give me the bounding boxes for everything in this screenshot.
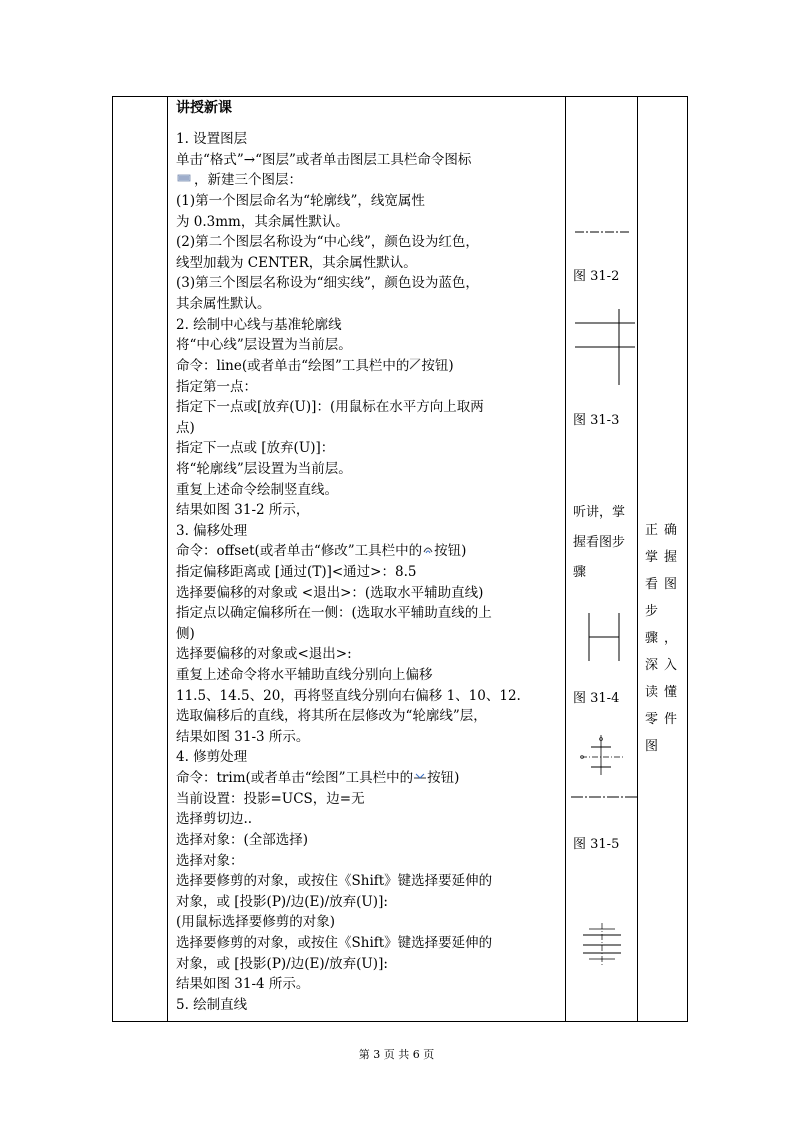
step-3-heading: 3. 偏移处理: [176, 522, 248, 539]
text-line: 结果如图 31-3 所示。: [176, 728, 310, 745]
text-line: 重复上述命令绘制竖直线。: [176, 481, 338, 498]
text-line: 选择对象：(全部选择): [176, 832, 309, 848]
method-note-line-2: 握看图步: [573, 535, 626, 550]
trim-tool-icon: [413, 768, 427, 789]
step-5-heading: 5. 绘制直线: [176, 996, 248, 1013]
figure-31-3-caption: 图 31-3: [573, 413, 620, 428]
text-line: 其余属性默认。: [176, 295, 271, 312]
text-line: 命令：offset(或者单击“修改”工具栏中的 按钮): [176, 541, 569, 562]
text-line: 当前设置：投影=UCS，边=无: [176, 790, 365, 807]
layer-icon: [176, 170, 194, 191]
offset-tool-icon: [422, 541, 434, 562]
text-line: 指定点以确定偏移所在一侧：(选取水平辅助直线的上: [176, 605, 492, 622]
method-note-line-3: 骤: [573, 565, 587, 580]
text-line: ，新建三个图层：: [176, 170, 569, 191]
lesson-table: [112, 96, 688, 1022]
figure-31-5-centerline-drawing: [569, 791, 639, 803]
section-title: 讲授新课: [176, 100, 232, 116]
teaching-goal: 正确 掌握 看图 步 骤， 深入 读懂 零件 图: [645, 523, 684, 754]
text-line: (1)第一个图层命名为“轮廓线”，线宽属性: [176, 192, 425, 209]
text-line: 指定下一点或[放弃(U)]：(用鼠标在水平方向上取两: [176, 399, 484, 416]
text-line: 重复上述命令将水平辅助直线分别向上偏移: [176, 667, 433, 684]
figure-31-4-drawing: [577, 733, 627, 777]
text-line: 指定偏移距离或 [通过(T)]<通过>：8.5: [176, 564, 417, 581]
text-line: 对象，或 [投影(P)/边(E)/放弃(U)]:: [176, 893, 388, 910]
text-line: 将“轮廓线”层设置为当前层。: [176, 460, 352, 477]
figure-31-5-caption: 图 31-5: [573, 837, 620, 852]
figure-31-2-caption: 图 31-2: [573, 269, 620, 284]
column-divider-1: [167, 97, 168, 1021]
figure-31-2-drawing: [573, 307, 637, 387]
figure-31-4-caption: 图 31-4: [573, 691, 620, 706]
figure-31-1-centerline-drawing: [573, 225, 633, 239]
text-line: 选择要修剪的对象，或按住《Shift》键选择要延伸的: [176, 873, 493, 890]
text-line: 结果如图 31-2 所示，: [176, 502, 310, 519]
text-line: 选择要修剪的对象，或按住《Shift》键选择要延伸的: [176, 934, 493, 951]
text-line: (2)第二个图层名称设为“中心线”，颜色设为红色，: [176, 234, 479, 251]
text-line: 点): [176, 419, 195, 436]
method-note-line-1: 听讲，掌: [573, 505, 626, 520]
text-line: 命令：trim(或者单击“绘图”工具栏中的 按钮): [176, 768, 569, 789]
page-footer: 第 3 页 共 6 页: [358, 1048, 435, 1061]
text-line: 命令：line(或者单击“绘图”工具栏中的 按钮): [176, 356, 569, 377]
text-line: 线型加载为 CENTER，其余属性默认。: [176, 254, 417, 271]
text-line: 结果如图 31-4 所示。: [176, 976, 310, 993]
text-line: 为 0.3mm，其余属性默认。: [176, 213, 349, 230]
text-line: 侧): [176, 625, 195, 642]
text-line: 选择要偏移的对象或 <退出>：(选取水平辅助直线): [176, 584, 484, 601]
text-line: 单击“格式”→“图层”或者单击图层工具栏命令图标: [176, 151, 472, 168]
text-line: 选择对象：: [176, 852, 244, 869]
column-divider-3: [637, 97, 638, 1021]
figure-31-3-drawing: [583, 609, 625, 665]
line-tool-icon: [409, 356, 421, 377]
text-line: 对象，或 [投影(P)/边(E)/放弃(U)]:: [176, 955, 388, 972]
text-line: 选择剪切边..: [176, 811, 253, 828]
text-line: 选择要偏移的对象或<退出>:: [176, 646, 352, 663]
text-line: 指定下一点或 [放弃(U)]：: [176, 440, 335, 457]
step-4-heading: 4. 修剪处理: [176, 749, 248, 766]
figure-31-5-drawing: [577, 919, 627, 967]
text-line: 指定第一点：: [176, 378, 257, 395]
text-line: 11.5、14.5、20，再将竖直线分别向右偏移 1、10、12.: [176, 687, 521, 704]
text-line: 选取偏移后的直线，将其所在层修改为“轮廓线”层，: [176, 708, 487, 725]
text-line: (用鼠标选择要修剪的对象): [176, 914, 336, 931]
text-line: (3)第三个图层名称设为“细实线”，颜色设为蓝色，: [176, 275, 479, 292]
lesson-content: [174, 97, 569, 1015]
step-1-heading: 1. 设置图层: [176, 131, 248, 147]
text-line: 将“中心线”层设置为当前层。: [176, 337, 352, 354]
step-2-heading: 2. 绘制中心线与基准轮廓线: [176, 316, 342, 333]
